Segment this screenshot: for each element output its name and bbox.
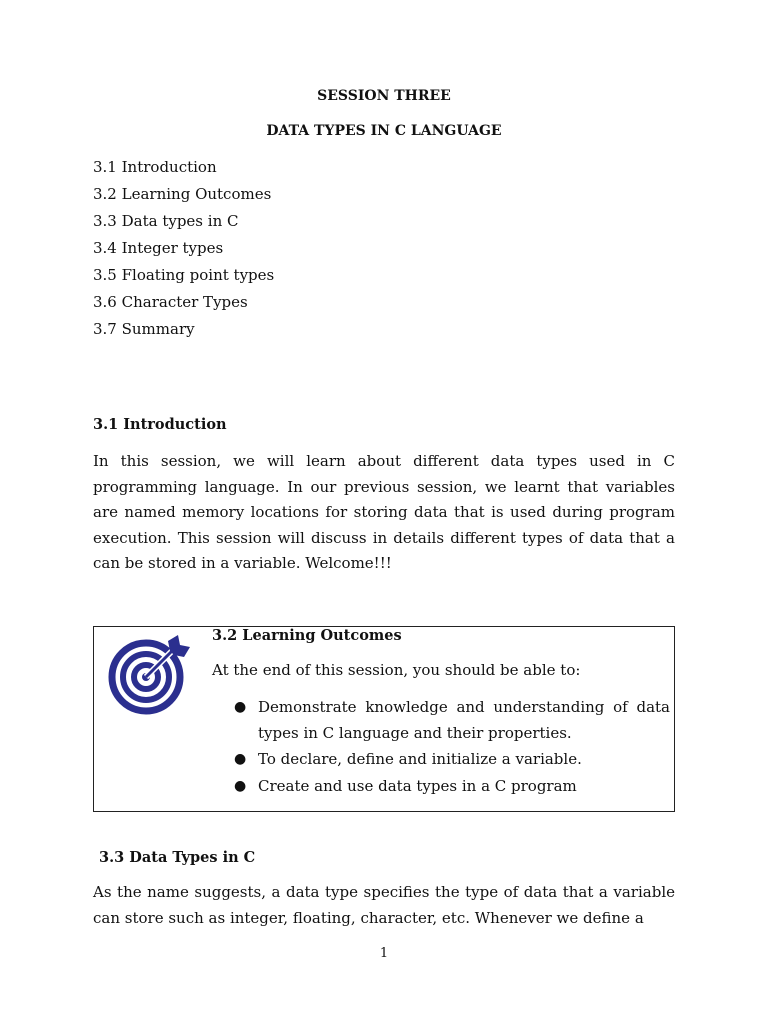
outcomes-intro: At the end of this session, you should be able to: <box>212 661 581 679</box>
data-types-heading: 3.3 Data Types in C <box>99 849 256 866</box>
toc-item: 3.2 Learning Outcomes <box>93 185 272 203</box>
list-item <box>212 774 670 800</box>
toc-item: 3.1 Introduction <box>93 158 217 176</box>
outcomes-heading: 3.2 Learning Outcomes <box>212 627 402 644</box>
list-item <box>212 695 670 746</box>
toc-item: 3.7 Summary <box>93 320 195 338</box>
toc-item: 3.3 Data types in C <box>93 212 239 230</box>
outcome-text: Demonstrate knowledge and understanding of data types in C language and their properties. <box>258 698 670 742</box>
bullet-icon: ● <box>234 699 247 715</box>
toc-item: 3.6 Character Types <box>93 293 248 311</box>
intro-heading: 3.1 Introduction <box>93 416 227 433</box>
list-item <box>212 747 670 773</box>
intro-paragraph: In this session, we will learn about different data types used in C programming language. In our previous session, we learnt that variables are named memory locations for storing data that is used during program execution. This session will discuss in details different types of data that a can be stored in a variable. Welcome!!! <box>93 452 675 573</box>
session-title: SESSION THREE <box>317 88 451 104</box>
toc-item: 3.4 Integer types <box>93 239 224 257</box>
data-types-paragraph: As the name suggests, a data type specifies the type of data that a variable can store such as integer, floating, character, etc. Whenever we define a <box>93 883 675 927</box>
target-icon <box>108 633 192 717</box>
outcomes-list <box>212 695 670 800</box>
main-title: DATA TYPES IN C LANGUAGE <box>266 123 502 139</box>
bullet-icon: ● <box>234 751 247 768</box>
toc-item: 3.5 Floating point types <box>93 266 275 284</box>
page-number: 1 <box>379 946 389 961</box>
learning-outcomes-box <box>93 626 675 812</box>
bullet-icon: ● <box>234 777 247 794</box>
outcome-text: To declare, define and initialize a variable. <box>258 750 582 769</box>
table-of-contents <box>93 156 274 345</box>
outcome-text: Create and use data types in a C program <box>258 776 577 795</box>
